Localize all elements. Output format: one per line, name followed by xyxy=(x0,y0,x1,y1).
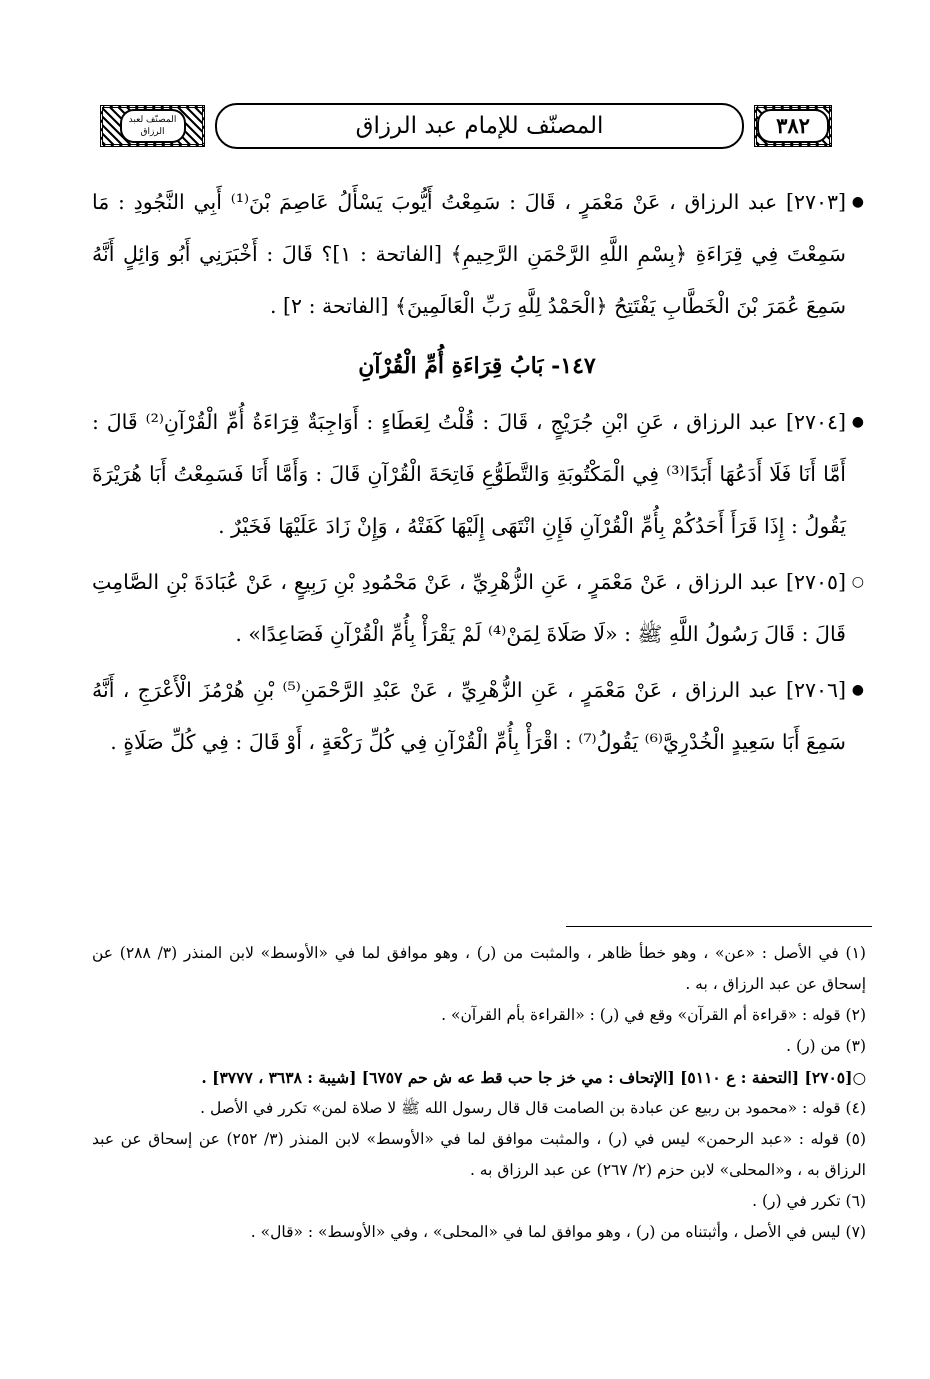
hadith-2705 xyxy=(92,556,862,660)
hadith-text: [٢٧٠٦] عبد الرزاق ، عَنْ مَعْمَرٍ ، عَنِ الزُّهْرِيِّ ، عَنْ عَبْدِ الرَّحْمَنِ⁽⁵⁾ بْنِ هُرْمُزَ الْأَعْرَجِ ، أَنَّهُ سَمِعَ أَبَا سَعِيدٍ الْخُدْرِيَّ⁽⁶⁾ يَقُولُ⁽⁷⁾ : اقْرَأْ بِأُمِّ الْقُرْآنِ فِي كُلِّ رَكْعَةٍ ، أَوْ قَالَ : فِي كُلِّ صَلَاةٍ . xyxy=(92,678,846,754)
bullet-marker: ● xyxy=(851,682,864,698)
running-title: المصنّف للإمام عبد الرزاق xyxy=(215,103,744,149)
header-left-ornament xyxy=(100,105,205,147)
hadith-2706 xyxy=(92,664,862,768)
main-text xyxy=(92,176,862,772)
bullet-marker: ○ xyxy=(851,574,864,590)
page-header xyxy=(100,98,832,154)
bullet-marker: ● xyxy=(851,414,864,430)
footnote-divider xyxy=(566,926,872,927)
footnotes xyxy=(92,938,866,1248)
footnote-4: (٤) قوله : «محمود بن ربيع عن عبادة بن الصامت قال قال رسول الله ﷺ لا صلاة لمن» تكرر في الأصل . xyxy=(200,1099,866,1117)
hadith-2704 xyxy=(92,396,862,552)
footnote-7: (٧) ليس في الأصل ، وأثبتناه من (ر) ، وهو موافق لما في «المحلى» ، وفي «الأوسط» : «قال» . xyxy=(250,1223,866,1241)
footnote-5: (٥) قوله : «عبد الرحمن» ليس في (ر) ، والمثبت موافق لما في «الأوسط» لابن المنذر (٣/ ٢٥٢) عن إسحاق عن عبد الرزاق به ، و«المحلى» لابن حزم (٢/ ٢٦٧) عن عبد الرزاق به . xyxy=(92,1130,866,1179)
header-right-ornament xyxy=(754,105,832,147)
footnote-2: (٢) قوله : «قراءة أم القرآن» وقع في (ر) : «القراءة بأم القرآن» . xyxy=(441,1006,866,1024)
takhrij-2705: ○[٢٧٠٥] [التحفة : ع ٥١١٠] [الإتحاف : مي خز جا حب قط عه ش حم ٦٧٥٧] [شيبة : ٣٦٣٨ ، ٣٧٧٧] . xyxy=(201,1068,866,1087)
hadith-text: [٢٧٠٥] عبد الرزاق ، عَنْ مَعْمَرٍ ، عَنِ الزُّهْرِيِّ ، عَنْ مَحْمُودِ بْنِ رَبِيعٍ ، عَنْ عُبَادَةَ بْنِ الصَّامِتِ قَالَ : قَالَ رَسُولُ اللَّهِ ﷺ : «لَا صَلَاةَ لِمَنْ⁽⁴⁾ لَمْ يَقْرَأْ بِأُمِّ الْقُرْآنِ فَصَاعِدًا» . xyxy=(92,570,846,646)
footnote-3: (٣) من (ر) . xyxy=(786,1037,866,1055)
chapter-heading: ١٤٧- بَابُ قِرَاءَةِ أُمِّ الْقُرْآنِ xyxy=(358,353,596,379)
hadith-2703 xyxy=(92,176,862,332)
bullet-marker: ● xyxy=(851,194,864,210)
hadith-text: [٢٧٠٤] عبد الرزاق ، عَنِ ابْنِ جُرَيْجٍ ، قَالَ : قُلْتُ لِعَطَاءٍ : أَوَاجِبَةٌ قِرَاءَةُ أُمِّ الْقُرْآنِ⁽²⁾ قَالَ : أَمَّا أَنَا فَلَا أَدَعُهَا أَبَدًا⁽³⁾ فِي الْمَكْتُوبَةِ وَالتَّطَوُّعِ فَاتِحَةَ الْقُرْآنِ قَالَ : وَأَمَّا أَنَا فَسَمِعْتُ أَبَا هُرَيْرَةَ يَقُولُ : إِذَا قَرَأَ أَحَدُكُمْ بِأُمِّ الْقُرْآنِ فَإِنِ انْتَهَى إِلَيْهَا كَفَتْهُ ، وَإِنْ زَادَ عَلَيْهَا فَخَيْرٌ . xyxy=(92,410,846,538)
book-logo: المصنّف لعبد الرزاق xyxy=(120,109,186,143)
footnote-1: (١) في الأصل : «عن» ، وهو خطأ ظاهر ، والمثبت من (ر) ، وهو موافق لما في «الأوسط» لابن المنذر (٣/ ٢٨٨) عن إسحاق عن عبد الرزاق ، به . xyxy=(92,944,866,993)
hadith-text: [٢٧٠٣] عبد الرزاق ، عَنْ مَعْمَرٍ ، قَالَ : سَمِعْتُ أَيُّوبَ يَسْأَلُ عَاصِمَ بْنَ⁽¹⁾ أَبِي النَّجُودِ : مَا سَمِعْتَ فِي قِرَاءَةِ ﴿بِسْمِ اللَّهِ الرَّحْمَنِ الرَّحِيمِ﴾ [الفاتحة : ١]؟ قَالَ : أَخْبَرَنِي أَبُو وَائِلٍ أَنَّهُ سَمِعَ عُمَرَ بْنَ الْخَطَّابِ يَفْتَتِحُ ﴿الْحَمْدُ لِلَّهِ رَبِّ الْعَالَمِينَ﴾ [الفاتحة : ٢] . xyxy=(92,190,846,318)
footnote-6: (٦) تكرر في (ر) . xyxy=(752,1192,866,1210)
page-number: ٣٨٢ xyxy=(757,109,829,143)
